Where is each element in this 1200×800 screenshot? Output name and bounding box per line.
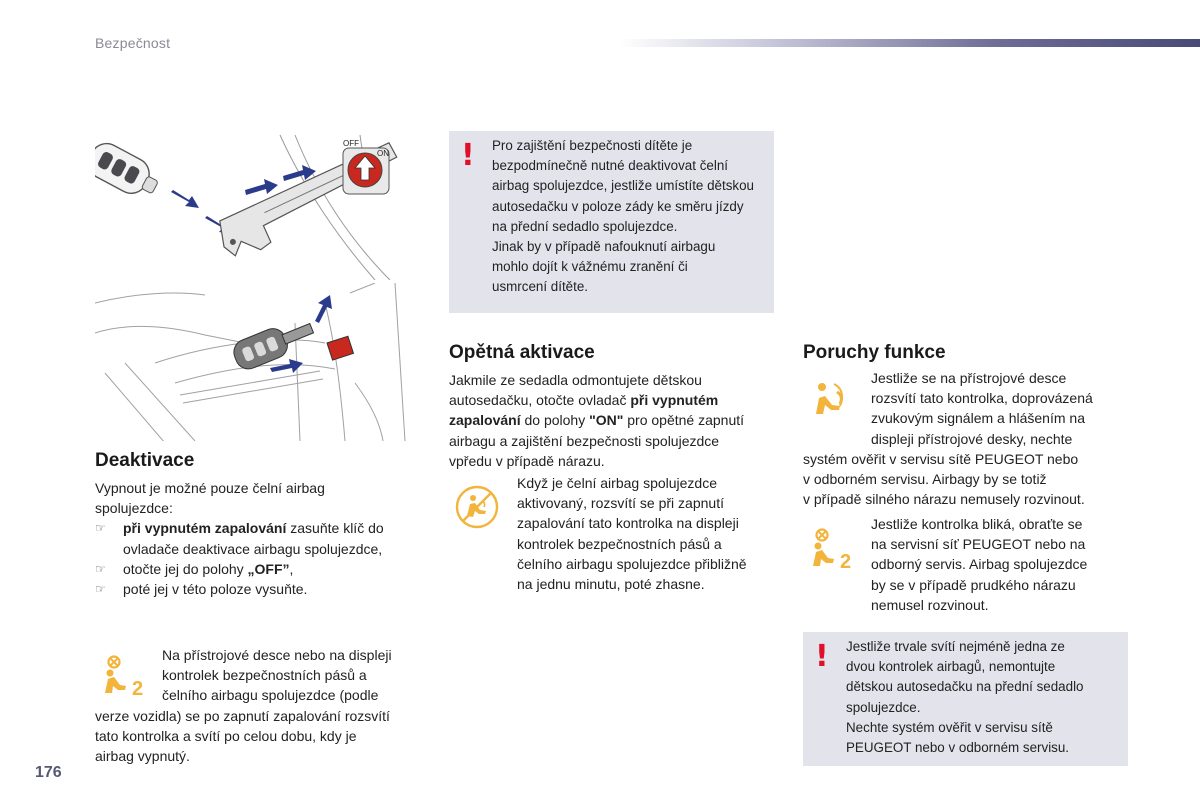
airbag-off-blinking-icon	[808, 528, 856, 575]
svg-text:2: 2	[840, 551, 852, 570]
heading-poruchy-funkce: Poruchy funkce	[803, 342, 946, 363]
airbag-fault-warning-text: Jestliže trvale svítí nejméně jedna ze dvou kontrolek airbagů, nemontujte dětskou autosedačku na přední sedadlo spolujezdce. Nechte systém ověřit v servisu sítě PEUGEOT nebo v odborném servisu.	[846, 639, 1084, 756]
airbag-off-warning-icon	[100, 655, 148, 702]
fault-note-2: Jestliže kontrolka bliká, obraťte se na servisní síť PEUGEOT nebo na odborný servis. Airbag spolujezdce by se v případě prudkého nárazu nemusel rozvinout.	[871, 516, 1088, 613]
fault-note-1-bottom: systém ověřit v servisu sítě PEUGEOT nebo v odborném servisu. Airbagy by se totiž v případě silného nárazu nemusely rozvinout.	[803, 450, 1085, 508]
airbag-fault-warning-box	[803, 632, 1128, 766]
child-safety-warning-text: Pro zajištění bezpečnosti dítěte je bezpodmínečně nutné deaktivovat čelní airbag spolujezdce, jestliže umístíte dětskou autosedačku v poloze zády ke směru jízdy na přední sedadlo spolujezdce. Jinak by v případě nafouknutí airbagu mohlo dojít k vážnému zranění či usmrcení dítěte.	[492, 138, 755, 295]
pointing-hand-icon: ☞	[95, 582, 106, 597]
deactivation-instructions	[95, 478, 415, 599]
pointing-hand-icon: ☞	[95, 561, 106, 576]
airbag-fault-icon	[810, 378, 854, 425]
lamp-note-off-bottom: verze vozidla) se po zapnutí zapalování rozsvítí tato kontrolka a svítí po celou dobu, kdy je airbag vypnutý.	[95, 707, 390, 764]
step-1: ☞ při vypnutém zapalování zasuňte klíč do ovladače deaktivace airbagu spolujezdce,	[95, 520, 384, 557]
lamp-note-off-top: Na přístrojové desce nebo na displeji kontrolek bezpečnostních pásů a čelního airbagu spolujezdce (podle	[162, 647, 392, 704]
reactivation-text: Jakmile ze sedadla odmontujete dětskou autosedačku, otočte ovladač při vypnutém zapalování do polohy "ON" pro opětné zapnutí airbagu a zajištění bezpečnosti spolujezdce vpředu v případě nárazu.	[449, 372, 745, 469]
fault-note-1-top: Jestliže se na přístrojové desce rozsvítí tato kontrolka, doprovázená zvukovým signálem a hlášením na displeji přístrojové desky, nechte	[871, 370, 1093, 447]
warning-exclamation-icon: !	[461, 138, 475, 173]
key-switch-illustration	[95, 130, 415, 280]
pointing-hand-icon: ☞	[95, 521, 106, 536]
warning-exclamation-icon: !	[815, 639, 829, 674]
step-3: ☞ poté jej v této poloze vysuňte.	[95, 579, 415, 599]
step-2: ☞ otočte jej do polohy „OFF”,	[95, 559, 415, 579]
glovebox-illustration	[95, 283, 415, 441]
section-title: Bezpečnost	[95, 35, 171, 51]
deactivation-intro: Vypnout je možné pouze čelní airbag spolujezdce:	[95, 480, 325, 517]
heading-deaktivace: Deaktivace	[95, 450, 195, 471]
airbag-on-warning-icon	[454, 484, 500, 535]
switch-on-label: ON	[377, 149, 389, 158]
heading-opetna-aktivace: Opětná aktivace	[449, 342, 595, 363]
header-gradient-bar	[620, 39, 1200, 47]
deactivation-steps	[95, 518, 415, 599]
child-safety-warning-box	[449, 131, 774, 313]
switch-off-label: OFF	[343, 139, 359, 148]
lamp-note-on: Když je čelní airbag spolujezdce aktivovaný, rozsvítí se při zapnutí zapalování tato kontrolka na displeji kontrolek bezpečnostních pásů a čelního airbagu spolujezdce přibližně na jednu minutu, poté zhasne.	[517, 475, 747, 593]
page-number: 176	[35, 764, 62, 781]
svg-text:2: 2	[132, 678, 144, 697]
